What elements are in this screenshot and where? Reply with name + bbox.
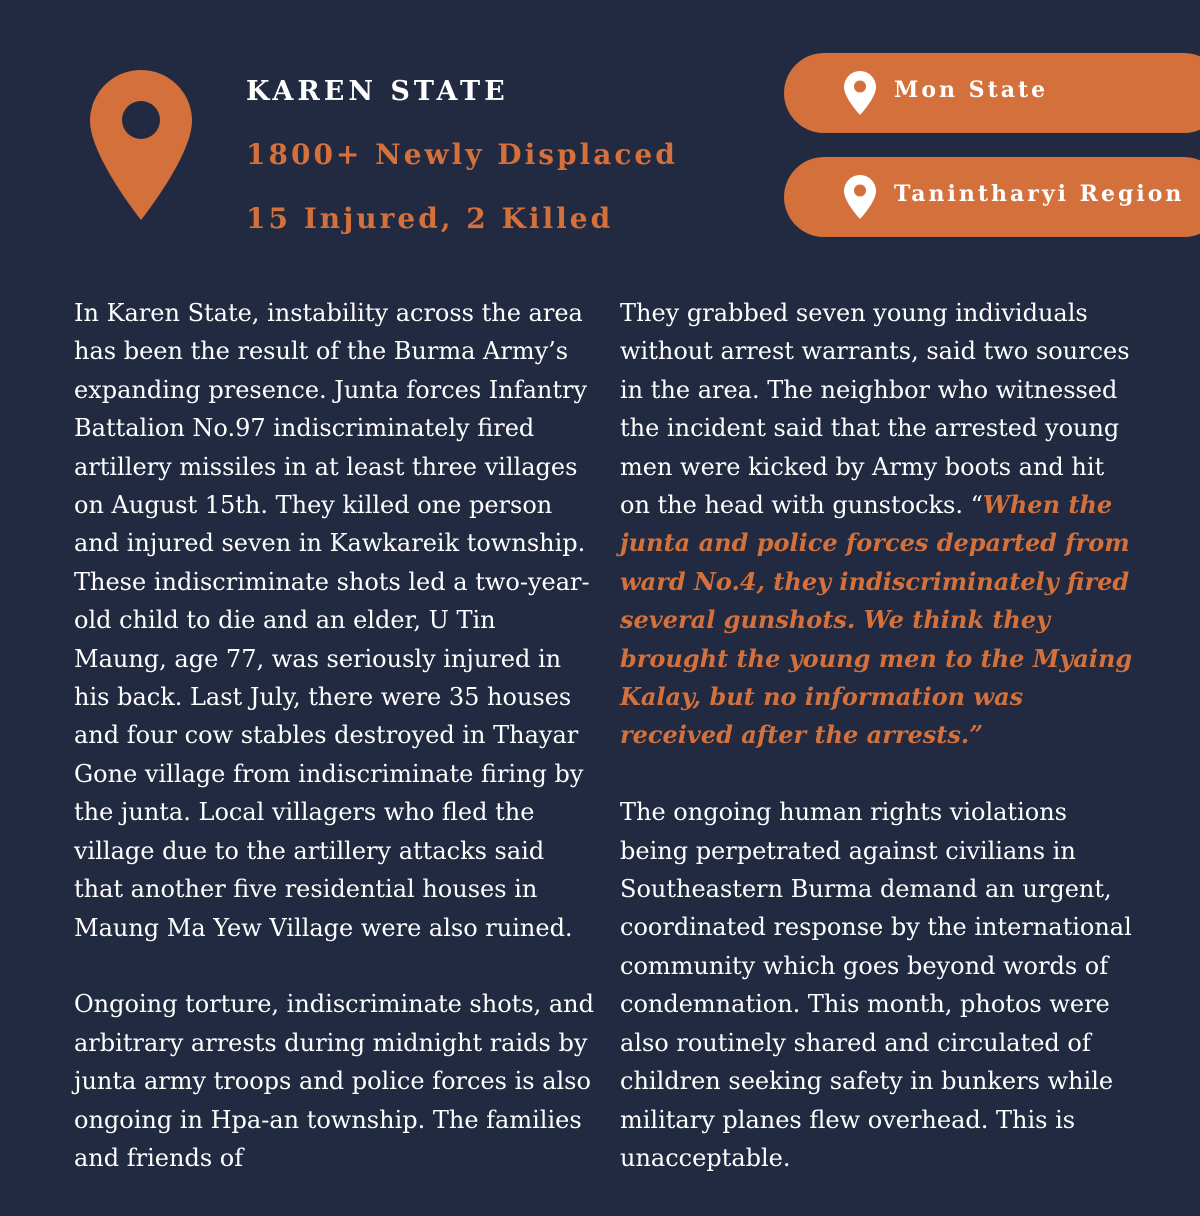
region-pill-label: Tanintharyi Region — [894, 181, 1185, 207]
map-pin-icon — [844, 71, 876, 115]
region-title: KAREN STATE — [246, 76, 509, 107]
region-pill-tanintharyi-region[interactable] — [784, 157, 1200, 237]
article-text: They grabbed seven young individuals without arrest warrants, said two sources in the area. The neighbor who witnessed the incident said that the arrested young men were kicked by Army boots and hit on the head with gunstocks. “ — [620, 299, 1130, 520]
article-left-column — [74, 294, 594, 1216]
map-pin-icon — [90, 70, 192, 220]
region-pill-label: Mon State — [894, 77, 1049, 103]
article-paragraph: The ongoing human rights violations being perpetrated against civilians in Southeastern Burma demand an urgent, coordinated response by the international community which goes beyond words of condemnation. This month, photos were also routinely shared and circulated of children seeking safety in bunkers while military planes flew overhead. This is unacceptable. — [620, 798, 1132, 1172]
casualties-stat: 15 Injured, 2 Killed — [246, 202, 614, 235]
witness-quote: When the junta and police forces departed from ward No.4, they indiscriminately fired several gunshots. We think they brought the young men to the Myaing Kalay, but no information was received after the arrests.” — [620, 490, 1133, 750]
article-right-column — [620, 294, 1140, 1216]
article-paragraph: Ongoing torture, indiscriminate shots, and arbitrary arrests during midnight raids by junta army troops and police forces is also ongoing in Hpa-an township. The families and friends of — [74, 990, 594, 1172]
map-pin-icon — [844, 175, 876, 219]
displaced-stat: 1800+ Newly Displaced — [246, 138, 678, 171]
region-pill-mon-state[interactable] — [784, 53, 1200, 133]
article-paragraph: In Karen State, instability across the area has been the result of the Burma Army’s expanding presence. Junta forces Infantry Battalion No.97 indiscriminately fired artillery missiles in at least three villages on August 15th. They killed one person and injured seven in Kawkareik township. These indiscriminate shots led a two-year-old child to die and an elder, U Tin Maung, age 77, was seriously injured in his back. Last July, there were 35 houses and four cow stables destroyed in Thayar Gone village from indiscriminate firing by the junta. Local villagers who fled the village due to the artillery attacks said that another five residential houses in Maung Ma Yew Village were also ruined. — [74, 299, 590, 942]
article-paragraph — [620, 294, 1140, 755]
